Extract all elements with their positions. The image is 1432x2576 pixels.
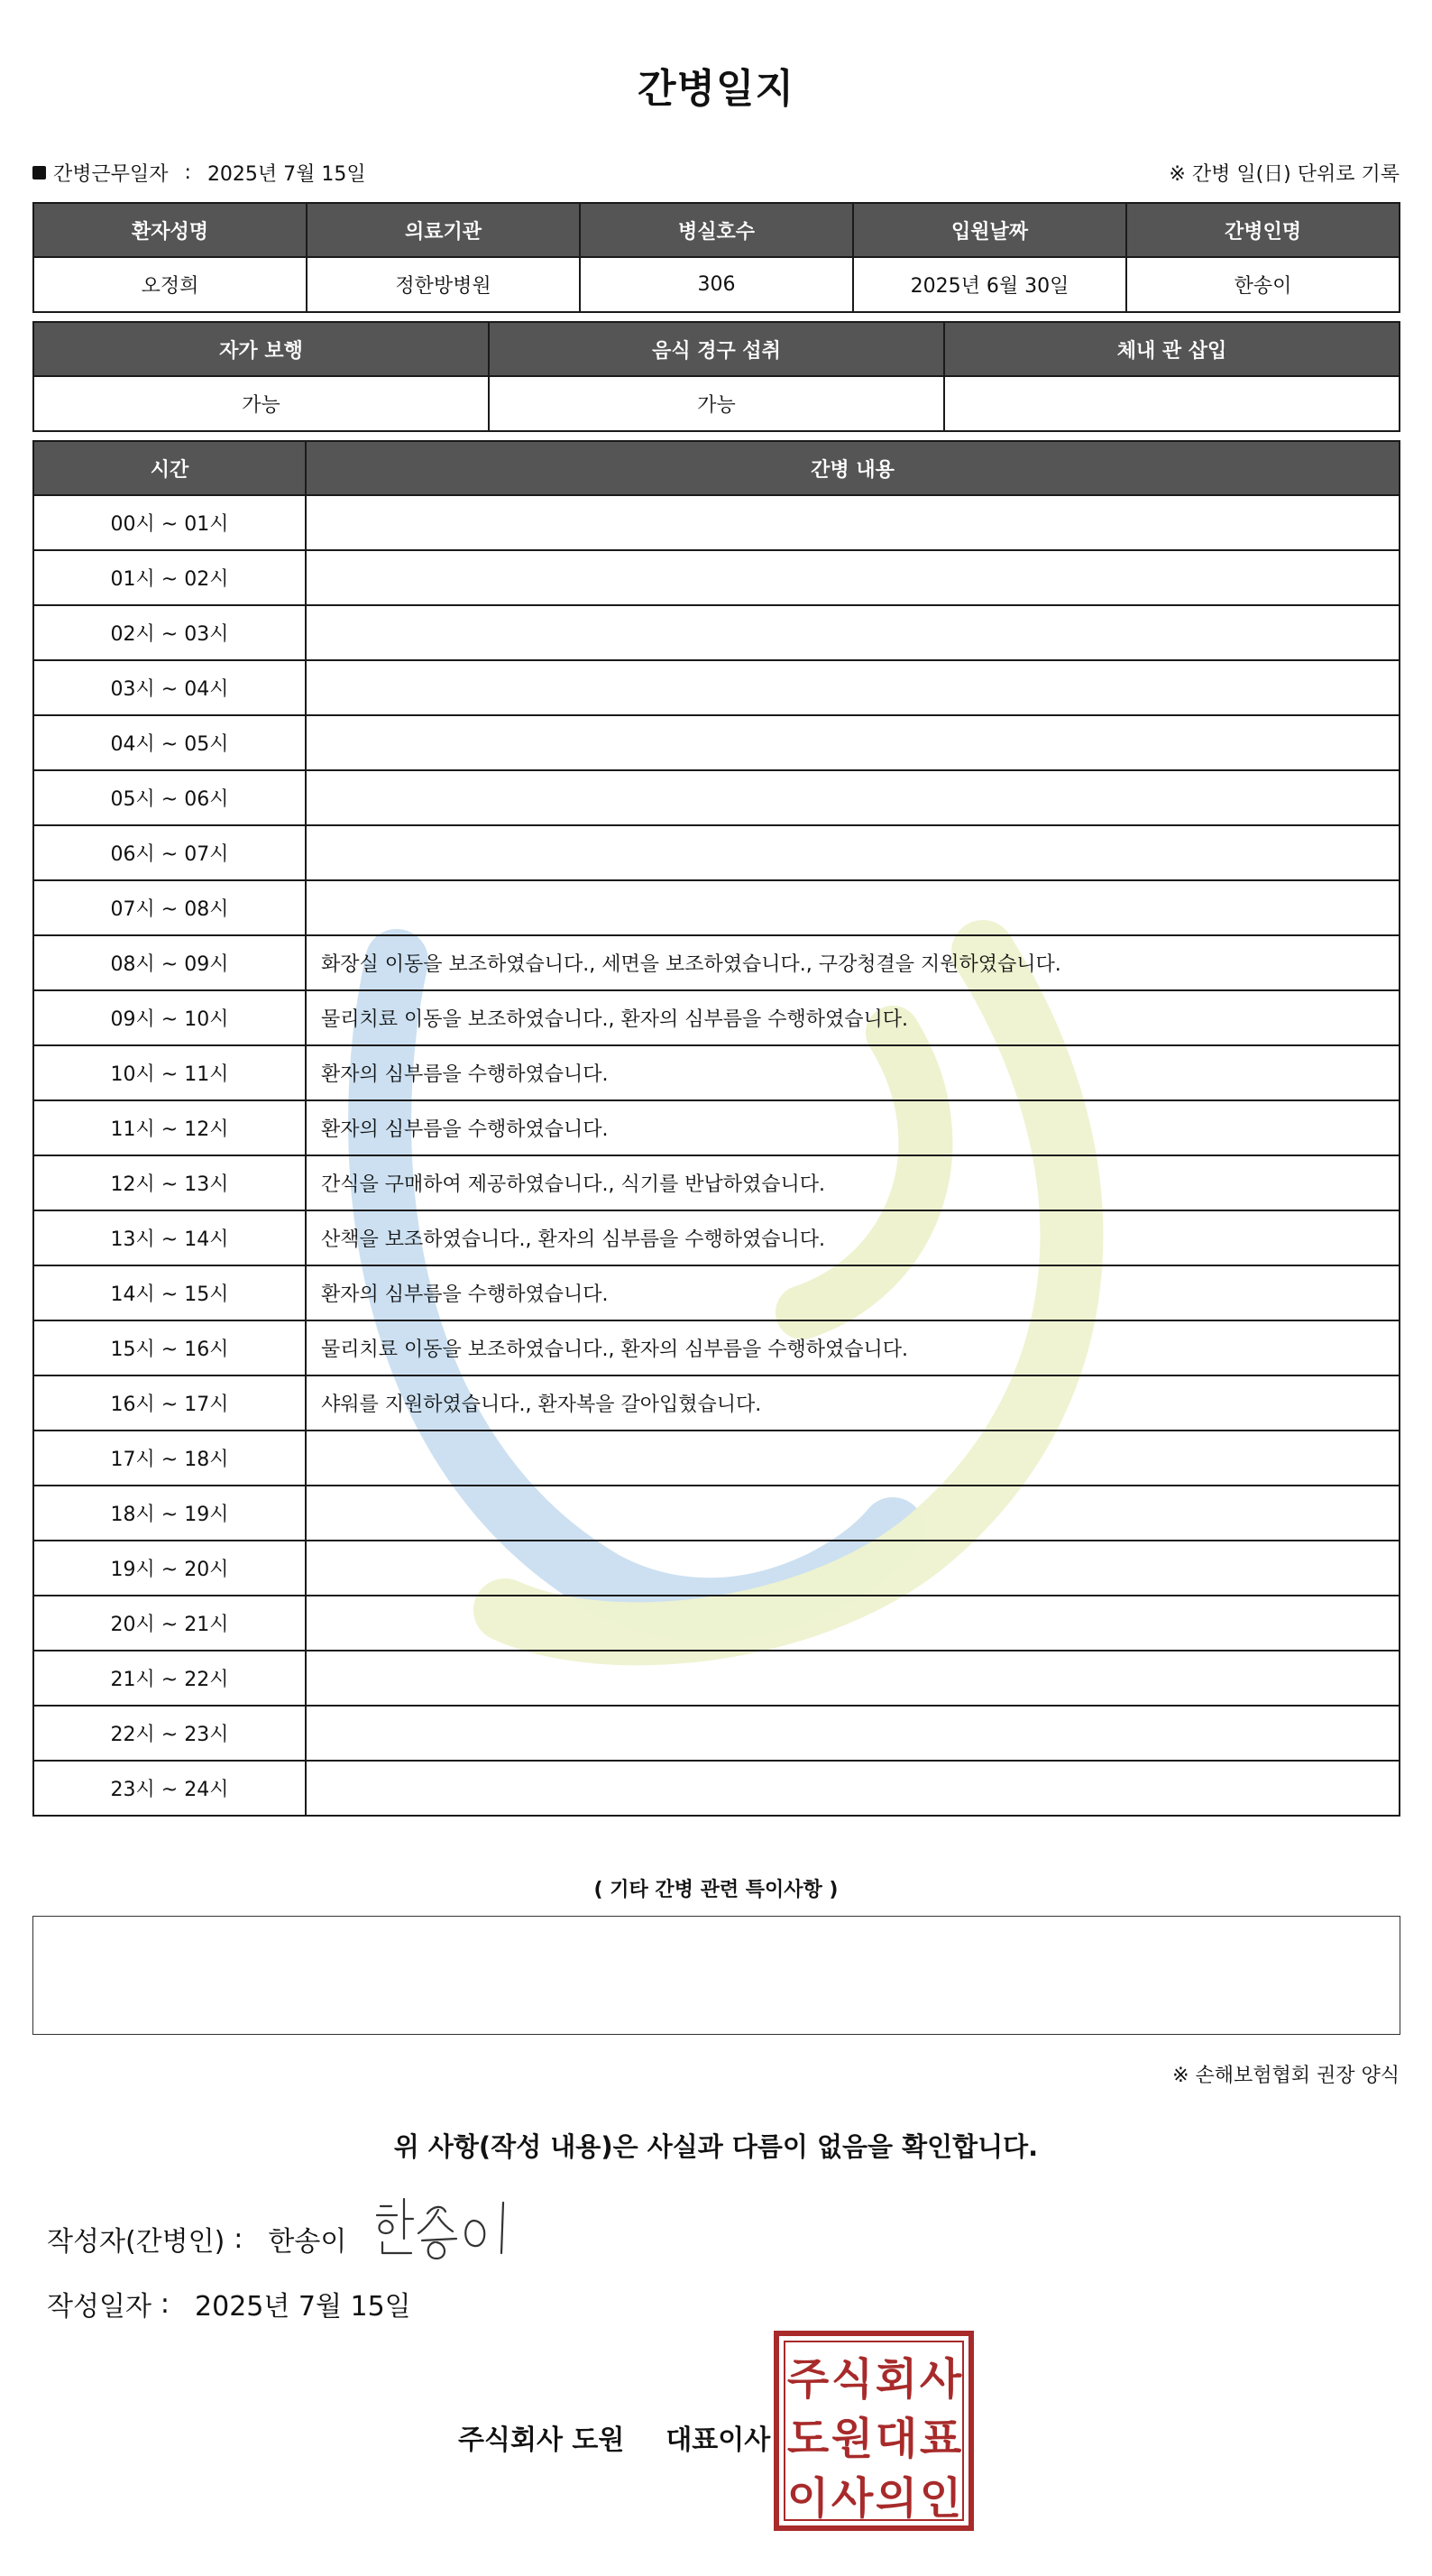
admission-date-value: 2025년 6월 30일 <box>853 257 1126 312</box>
seal-character: 원 <box>831 2414 874 2464</box>
care-log-time: 19시 ~ 20시 <box>33 1541 306 1596</box>
notes-box <box>32 1916 1400 2035</box>
confirm-statement: 위 사항(작성 내용)은 사실과 다름이 없음을 확인합니다. <box>393 2131 1039 2162</box>
care-log-time: 06시 ~ 07시 <box>33 825 306 880</box>
patient-status-value-row <box>33 376 1400 431</box>
page-title: 간병일지 <box>637 66 794 112</box>
room-value: 306 <box>580 257 853 312</box>
care-log-time: 20시 ~ 21시 <box>33 1596 306 1651</box>
bullet-square-icon <box>32 166 46 179</box>
tube-insertion-value <box>944 376 1400 431</box>
header-room: 병실호수 <box>580 203 853 257</box>
care-log-table <box>32 440 1400 1817</box>
care-log-content <box>306 1596 1400 1651</box>
care-log-time: 12시 ~ 13시 <box>33 1155 306 1210</box>
care-log-content <box>306 1486 1400 1541</box>
care-log-time: 08시 ~ 09시 <box>33 935 306 990</box>
patient-info-table <box>32 202 1400 313</box>
patient-status-header-row <box>33 322 1400 376</box>
care-log-time: 05시 ~ 06시 <box>33 770 306 825</box>
care-log-content: 간식을 구매하여 제공하였습니다., 식기를 반납하였습니다. <box>306 1155 1400 1210</box>
care-log-time: 00시 ~ 01시 <box>33 495 306 550</box>
care-log-content <box>306 1651 1400 1706</box>
care-log-row <box>33 1320 1400 1375</box>
care-log-header-row <box>33 441 1400 495</box>
care-log-content: 산책을 보조하였습니다., 환자의 심부름을 수행하였습니다. <box>306 1210 1400 1265</box>
ceo-title: 대표이사 <box>666 2424 771 2456</box>
care-log-row <box>33 1486 1400 1541</box>
care-log-time: 14시 ~ 15시 <box>33 1265 306 1320</box>
care-log-content: 환자의 심부름을 수행하였습니다. <box>306 1045 1400 1100</box>
care-log-row <box>33 1541 1400 1596</box>
header-patient-name: 환자성명 <box>33 203 307 257</box>
care-log-time: 11시 ~ 12시 <box>33 1100 306 1155</box>
care-log-content <box>306 1706 1400 1761</box>
care-log-time: 03시 ~ 04시 <box>33 660 306 715</box>
care-log-row <box>33 1651 1400 1706</box>
header-time: 시간 <box>33 441 306 495</box>
patient-info-value-row <box>33 257 1400 312</box>
author-label: 작성자(간병인) <box>47 2226 225 2258</box>
care-log-row <box>33 1210 1400 1265</box>
notes-title: ( 기타 간병 관련 특이사항 ) <box>593 1879 839 1901</box>
care-log-content <box>306 605 1400 660</box>
header-self-walking: 자가 보행 <box>33 322 489 376</box>
header-admission-date: 입원날짜 <box>853 203 1126 257</box>
company-name: 주식회사 도원 <box>458 2424 625 2456</box>
care-log-content: 샤워를 지원하였습니다., 환자복을 갈아입혔습니다. <box>306 1375 1400 1431</box>
written-date-line <box>47 2284 411 2323</box>
written-date-colon: : <box>160 2287 170 2320</box>
care-log-content: 환자의 심부름을 수행하였습니다. <box>306 1265 1400 1320</box>
care-log-time: 07시 ~ 08시 <box>33 880 306 935</box>
header-caregiver: 간병인명 <box>1126 203 1400 257</box>
handwritten-signature <box>368 2194 521 2266</box>
care-log-time: 04시 ~ 05시 <box>33 715 306 770</box>
written-date-label: 작성일자 <box>47 2291 151 2323</box>
care-log-row <box>33 880 1400 935</box>
author-line <box>47 2219 346 2259</box>
work-date-value: 2025년 7월 15일 <box>207 163 366 186</box>
patient-info-header-row <box>33 203 1400 257</box>
care-log-content <box>306 715 1400 770</box>
care-log-content <box>306 495 1400 550</box>
seal-character: 의 <box>875 2473 918 2524</box>
care-log-row <box>33 1155 1400 1210</box>
hospital-value: 정한방병원 <box>307 257 580 312</box>
care-log-time: 18시 ~ 19시 <box>33 1486 306 1541</box>
author-name: 한송이 <box>268 2226 347 2258</box>
care-log-row <box>33 1706 1400 1761</box>
care-log-row <box>33 605 1400 660</box>
care-log-time: 01시 ~ 02시 <box>33 550 306 605</box>
care-log-content: 화장실 이동을 보조하였습니다., 세면을 보조하였습니다., 구강청결을 지원하였습니다. <box>306 935 1400 990</box>
patient-name-value: 오정희 <box>33 257 307 312</box>
care-log-row <box>33 1431 1400 1486</box>
author-colon: : <box>234 2222 243 2255</box>
care-log-content <box>306 880 1400 935</box>
seal-character: 인 <box>919 2473 962 2524</box>
seal-character: 주 <box>786 2354 830 2405</box>
care-log-row <box>33 1596 1400 1651</box>
care-log-time: 13시 ~ 14시 <box>33 1210 306 1265</box>
care-log-content: 물리치료 이동을 보조하였습니다., 환자의 심부름을 수행하였습니다. <box>306 990 1400 1045</box>
work-date <box>32 159 366 187</box>
header-hospital: 의료기관 <box>307 203 580 257</box>
work-date-label: 간병근무일자 <box>53 163 169 186</box>
care-log-row <box>33 935 1400 990</box>
care-log-content <box>306 770 1400 825</box>
care-log-time: 23시 ~ 24시 <box>33 1761 306 1816</box>
seal-character: 사 <box>831 2473 874 2524</box>
oral-intake-value: 가능 <box>489 376 944 431</box>
care-log-row <box>33 825 1400 880</box>
care-log-row <box>33 1265 1400 1320</box>
seal-character: 표 <box>919 2414 962 2464</box>
care-log-row <box>33 660 1400 715</box>
seal-character: 도 <box>786 2414 830 2464</box>
seal-character: 이 <box>786 2473 830 2524</box>
care-log-content: 물리치료 이동을 보조하였습니다., 환자의 심부름을 수행하였습니다. <box>306 1320 1400 1375</box>
seal-character: 대 <box>875 2414 918 2464</box>
care-log-row <box>33 550 1400 605</box>
unit-note: ※ 간병 일(日) 단위로 기록 <box>1169 163 1400 186</box>
seal-character: 식 <box>831 2354 874 2405</box>
header-tube-insertion: 체내 관 삽입 <box>944 322 1400 376</box>
care-log-row <box>33 1761 1400 1816</box>
care-log-row <box>33 1100 1400 1155</box>
care-log-content <box>306 1541 1400 1596</box>
caregiver-value: 한송이 <box>1126 257 1400 312</box>
seal-character: 사 <box>919 2354 962 2405</box>
care-log-row <box>33 1375 1400 1431</box>
patient-status-table <box>32 321 1400 432</box>
care-log-time: 02시 ~ 03시 <box>33 605 306 660</box>
care-log-content: 환자의 심부름을 수행하였습니다. <box>306 1100 1400 1155</box>
company-seal <box>774 2331 974 2531</box>
self-walking-value: 가능 <box>33 376 489 431</box>
care-log-time: 15시 ~ 16시 <box>33 1320 306 1375</box>
care-log-time: 09시 ~ 10시 <box>33 990 306 1045</box>
care-log-content <box>306 825 1400 880</box>
care-log-time: 21시 ~ 22시 <box>33 1651 306 1706</box>
company-line <box>458 2417 770 2457</box>
header-care-content: 간병 내용 <box>306 441 1400 495</box>
seal-character: 회 <box>875 2354 918 2405</box>
care-log-time: 16시 ~ 17시 <box>33 1375 306 1431</box>
care-log-time: 22시 ~ 23시 <box>33 1706 306 1761</box>
care-log-time: 10시 ~ 11시 <box>33 1045 306 1100</box>
header-oral-intake: 음식 경구 섭취 <box>489 322 944 376</box>
written-date-value: 2025년 7월 15일 <box>195 2291 411 2323</box>
care-log-row <box>33 1045 1400 1100</box>
care-log-content <box>306 1431 1400 1486</box>
care-log-content <box>306 660 1400 715</box>
care-log-content <box>306 1761 1400 1816</box>
care-log-row <box>33 495 1400 550</box>
work-date-colon: : <box>184 161 191 184</box>
care-log-content <box>306 550 1400 605</box>
form-note: ※ 손해보험협회 권장 양식 <box>1172 2065 1400 2087</box>
care-log-time: 17시 ~ 18시 <box>33 1431 306 1486</box>
care-log-row <box>33 770 1400 825</box>
care-log-row <box>33 715 1400 770</box>
care-log-row <box>33 990 1400 1045</box>
